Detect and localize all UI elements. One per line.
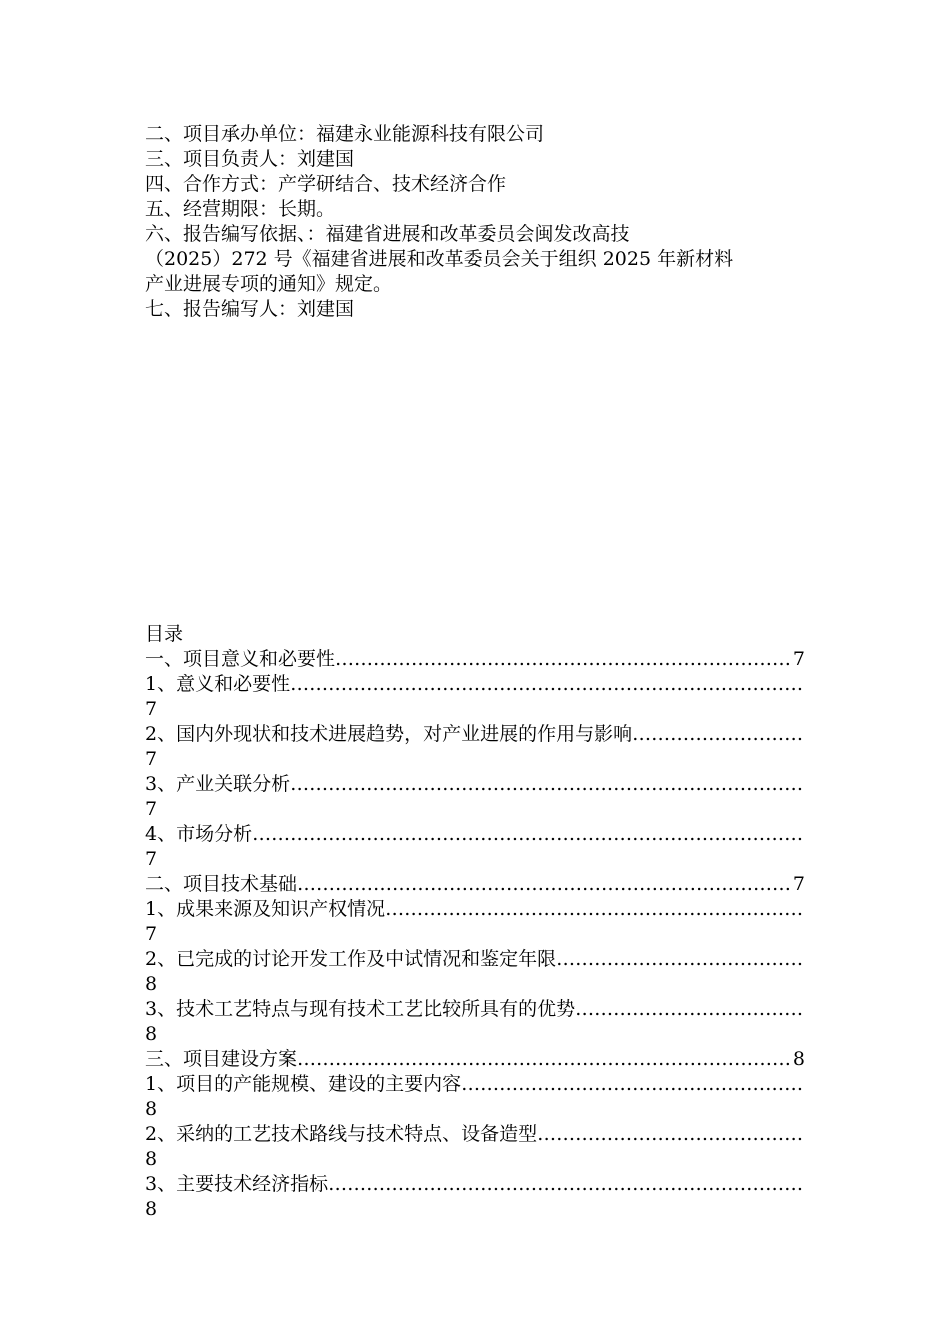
toc-entry[interactable] — [145, 647, 805, 672]
toc-entry-page: 7 — [792, 648, 805, 670]
toc-entry-page: 8 — [145, 973, 158, 995]
toc-entry[interactable] — [145, 1072, 805, 1097]
toc-entry[interactable] — [145, 822, 805, 847]
toc-leader-dots — [335, 647, 793, 672]
toc-entry-page: 8 — [145, 1023, 158, 1045]
toc-entry-text: 2、已完成的讨论开发工作及中试情况和鉴定年限 — [145, 948, 557, 970]
info-line-leader: 三、项目负责人：刘建国 — [145, 148, 355, 170]
toc-entry-page: 8 — [792, 1048, 805, 1070]
toc-entry-page: 7 — [145, 923, 158, 945]
toc-leader-dots — [385, 897, 805, 922]
toc-leader-dots — [461, 1072, 805, 1097]
toc-entry-page: 8 — [145, 1198, 158, 1220]
toc-entries — [145, 647, 805, 1222]
toc-entry-text: 1、项目的产能规模、建设的主要内容 — [145, 1073, 462, 1095]
toc-leader-dots — [290, 772, 805, 797]
toc-entry[interactable] — [145, 947, 805, 972]
toc-leader-dots — [290, 672, 805, 697]
toc-entry[interactable] — [145, 772, 805, 797]
info-line-term: 五、经营期限：长期。 — [145, 198, 336, 220]
toc-entry-text: 二、项目技术基础 — [145, 873, 298, 895]
toc-entry[interactable] — [145, 1172, 805, 1197]
toc-entry-text: 2、国内外现状和技术进展趋势，对产业进展的作用与影响 — [145, 723, 633, 745]
toc-entry-page: 7 — [145, 698, 158, 720]
toc-leader-dots — [297, 872, 793, 897]
toc-entry[interactable] — [145, 997, 805, 1022]
toc-leader-dots — [632, 722, 805, 747]
toc-title: 目录 — [145, 623, 184, 645]
info-line-basis-end: 产业进展专项的通知》规定。 — [145, 273, 393, 295]
toc-entry[interactable] — [145, 872, 805, 897]
toc-leader-dots — [328, 1172, 805, 1197]
toc-leader-dots — [556, 947, 805, 972]
toc-entry-text: 3、技术工艺特点与现有技术工艺比较所具有的优势 — [145, 998, 576, 1020]
toc-entry-page: 7 — [145, 748, 158, 770]
info-line-author: 七、报告编写人：刘建国 — [145, 298, 355, 320]
toc-entry[interactable] — [145, 672, 805, 697]
toc-leader-dots — [537, 1122, 805, 1147]
toc-entry[interactable] — [145, 897, 805, 922]
toc-leader-dots — [575, 997, 805, 1022]
toc-entry-text: 3、主要技术经济指标 — [145, 1173, 329, 1195]
toc-entry-page: 7 — [145, 848, 158, 870]
toc-entry-text: 三、项目建设方案 — [145, 1048, 298, 1070]
toc-entry[interactable] — [145, 722, 805, 747]
toc-entry-page: 7 — [792, 873, 805, 895]
toc-leader-dots — [297, 1047, 793, 1072]
toc-entry-text: 1、意义和必要性 — [145, 673, 291, 695]
toc-entry-page: 8 — [145, 1098, 158, 1120]
toc-entry-text: 3、产业关联分析 — [145, 773, 291, 795]
info-line-basis-cont: （2025）272 号《福建省进展和改革委员会关于组织 2025 年新材料 — [145, 248, 734, 270]
toc-leader-dots — [252, 822, 805, 847]
toc-entry[interactable] — [145, 1047, 805, 1072]
project-info — [145, 122, 805, 322]
toc-entry-page: 8 — [145, 1148, 158, 1170]
info-line-cooperation: 四、合作方式：产学研结合、技术经济合作 — [145, 173, 507, 195]
toc-entry-text: 1、成果来源及知识产权情况 — [145, 898, 386, 920]
info-line-undertaker: 二、项目承办单位：福建永业能源科技有限公司 — [145, 123, 545, 145]
toc-entry-text: 4、市场分析 — [145, 823, 253, 845]
toc-entry-text: 一、项目意义和必要性 — [145, 648, 336, 670]
toc-entry[interactable] — [145, 1122, 805, 1147]
table-of-contents — [145, 622, 805, 1222]
toc-entry-text: 2、采纳的工艺技术路线与技术特点、设备造型 — [145, 1123, 538, 1145]
info-line-basis: 六、报告编写依据、：福建省进展和改革委员会闽发改高技 — [145, 223, 630, 245]
toc-entry-page: 7 — [145, 798, 158, 820]
